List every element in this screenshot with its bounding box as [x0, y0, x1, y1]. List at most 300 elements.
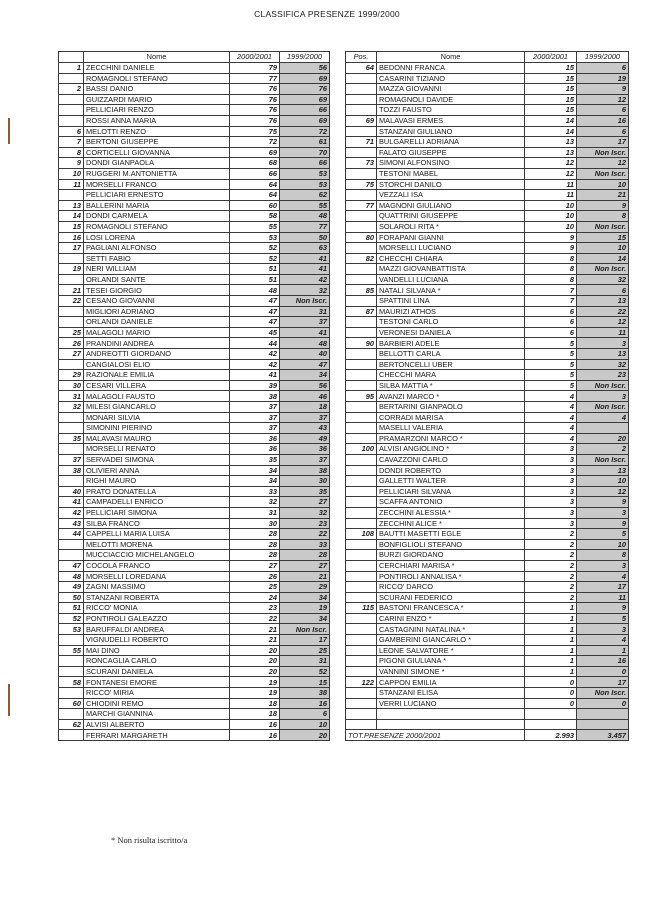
table-row: [346, 84, 629, 95]
count-1999-2000-cell: 62: [280, 190, 330, 201]
table-row: [59, 476, 330, 487]
table-header: [346, 52, 629, 63]
table-row: [59, 486, 330, 497]
table-row: [346, 423, 629, 434]
name-cell: STANZANI ROBERTA: [84, 592, 230, 603]
position-cell: [59, 688, 84, 699]
name-cell: RIGHI MAURO: [84, 476, 230, 487]
position-cell: [346, 359, 377, 370]
count-2000-2001-cell: 2: [525, 539, 577, 550]
count-1999-2000-cell: 15: [577, 232, 629, 243]
count-1999-2000-cell: 48: [280, 338, 330, 349]
position-cell: [346, 433, 377, 444]
position-cell: [346, 582, 377, 593]
name-cell: MONARI SILVIA: [84, 412, 230, 423]
position-cell: [346, 518, 377, 529]
name-cell: BELLOTTI CARLA: [377, 349, 525, 360]
position-cell: 51: [59, 603, 84, 614]
count-1999-2000-cell: 34: [280, 613, 330, 624]
position-cell: [346, 719, 377, 730]
count-1999-2000-cell: 9: [577, 200, 629, 211]
count-2000-2001-cell: 14: [525, 126, 577, 137]
position-cell: [346, 105, 377, 116]
table-row: [59, 560, 330, 571]
header-pos: [59, 52, 84, 63]
position-cell: 40: [59, 486, 84, 497]
name-cell: BAUTTI MASETTI EGLE: [377, 529, 525, 540]
name-cell: MELOTTI MORENA: [84, 539, 230, 550]
table-row: [346, 296, 629, 307]
table-row: [59, 666, 330, 677]
count-1999-2000-cell: 69: [280, 94, 330, 105]
totals-row: [346, 730, 629, 741]
count-2000-2001-cell: 64: [230, 190, 280, 201]
table-row: [59, 221, 330, 232]
count-1999-2000-cell: 12: [577, 486, 629, 497]
count-2000-2001-cell: 12: [525, 158, 577, 169]
count-2000-2001-cell: 37: [230, 423, 280, 434]
count-2000-2001-cell: 20: [230, 666, 280, 677]
name-cell: ZAGNI MASSIMO: [84, 582, 230, 593]
header-pos: Pos.: [346, 52, 377, 63]
count-2000-2001-cell: 69: [230, 147, 280, 158]
position-cell: [346, 147, 377, 158]
name-cell: SETTI FABIO: [84, 253, 230, 264]
count-2000-2001-cell: 23: [230, 603, 280, 614]
position-cell: 14: [59, 211, 84, 222]
position-cell: [59, 709, 84, 720]
count-2000-2001-cell: 10: [525, 200, 577, 211]
count-1999-2000-cell: 48: [280, 211, 330, 222]
count-1999-2000-cell: Non Iscr.: [577, 264, 629, 275]
name-cell: CAVAZZONI CARLO: [377, 454, 525, 465]
count-1999-2000-cell: 53: [280, 179, 330, 190]
table-row: [59, 147, 330, 158]
position-cell: [346, 476, 377, 487]
name-cell: DONDI ROBERTO: [377, 465, 525, 476]
count-1999-2000-cell: 3: [577, 560, 629, 571]
position-cell: 48: [59, 571, 84, 582]
count-2000-2001-cell: 3: [525, 454, 577, 465]
name-cell: FERRARI MARGARETH: [84, 730, 230, 741]
header-2000-2001: 2000/2001: [525, 52, 577, 63]
position-cell: [59, 306, 84, 317]
name-cell: VERRI LUCIANO: [377, 698, 525, 709]
name-cell: ROSSI ANNA MARIA: [84, 115, 230, 126]
name-cell: GAMBERINI GIANCARLO *: [377, 635, 525, 646]
table-row: [59, 137, 330, 148]
name-cell: SCURANI DANIELA: [84, 666, 230, 677]
count-2000-2001-cell: 18: [230, 709, 280, 720]
name-cell: MUCCIACCIO MICHELANGELO: [84, 550, 230, 561]
count-1999-2000-cell: 34: [280, 370, 330, 381]
count-2000-2001-cell: 15: [525, 84, 577, 95]
table-row: [59, 158, 330, 169]
count-1999-2000-cell: 66: [280, 105, 330, 116]
name-cell: BARUFFALDI ANDREA: [84, 624, 230, 635]
position-cell: [346, 698, 377, 709]
name-cell: FALATO GIUSEPPE: [377, 147, 525, 158]
position-cell: 32: [59, 402, 84, 413]
name-cell: ZECCHINI ALESSIA *: [377, 507, 525, 518]
count-1999-2000-cell: 56: [280, 63, 330, 74]
count-2000-2001-cell: 7: [525, 296, 577, 307]
position-cell: 50: [59, 592, 84, 603]
position-cell: [346, 423, 377, 434]
table-row: [59, 656, 330, 667]
name-cell: QUATTRINI GIUSEPPE: [377, 211, 525, 222]
count-2000-2001-cell: 38: [230, 391, 280, 402]
count-1999-2000-cell: 8: [577, 211, 629, 222]
count-2000-2001-cell: 0: [525, 677, 577, 688]
name-cell: CORRADI MARISA: [377, 412, 525, 423]
name-cell: PRANDINI ANDREA: [84, 338, 230, 349]
table-row: [346, 73, 629, 84]
count-2000-2001-cell: 31: [230, 507, 280, 518]
count-1999-2000-cell: [577, 709, 629, 720]
name-cell: ROMAGNOLI DAVIDE: [377, 94, 525, 105]
table-row: [59, 698, 330, 709]
position-cell: [346, 666, 377, 677]
left-ranking-table: [58, 51, 330, 741]
position-cell: 31: [59, 391, 84, 402]
position-cell: [346, 412, 377, 423]
table-row: [59, 317, 330, 328]
table-row: [346, 645, 629, 656]
count-1999-2000-cell: 16: [577, 656, 629, 667]
table-row: [346, 688, 629, 699]
count-2000-2001-cell: 8: [525, 274, 577, 285]
table-row: [346, 126, 629, 137]
count-1999-2000-cell: 69: [280, 115, 330, 126]
name-cell: PELLICIARI RENZO: [84, 105, 230, 116]
count-2000-2001-cell: 76: [230, 105, 280, 116]
count-1999-2000-cell: 13: [577, 349, 629, 360]
count-1999-2000-cell: 6: [280, 709, 330, 720]
position-cell: [346, 454, 377, 465]
name-cell: TOZZI FAUSTO: [377, 105, 525, 116]
position-cell: [346, 190, 377, 201]
count-2000-2001-cell: 52: [230, 243, 280, 254]
name-cell: BEDONNI FRANCA: [377, 63, 525, 74]
count-1999-2000-cell: 32: [280, 507, 330, 518]
count-2000-2001-cell: 4: [525, 391, 577, 402]
position-cell: [346, 624, 377, 635]
table-row: [346, 243, 629, 254]
count-1999-2000-cell: 32: [280, 285, 330, 296]
header-name: Nome: [84, 52, 230, 63]
name-cell: SCAFFA ANTONIO: [377, 497, 525, 508]
count-2000-2001-cell: 53: [230, 232, 280, 243]
count-1999-2000-cell: 18: [280, 402, 330, 413]
count-1999-2000-cell: 11: [577, 592, 629, 603]
position-cell: [59, 105, 84, 116]
position-cell: [346, 635, 377, 646]
name-cell: TESTONI CARLO: [377, 317, 525, 328]
table-row: [59, 327, 330, 338]
position-cell: [346, 370, 377, 381]
count-1999-2000-cell: 46: [280, 391, 330, 402]
count-1999-2000-cell: 8: [577, 550, 629, 561]
name-cell: MELOTTI RENZO: [84, 126, 230, 137]
count-2000-2001-cell: 16: [230, 719, 280, 730]
count-2000-2001-cell: 51: [230, 264, 280, 275]
table-row: [59, 391, 330, 402]
position-cell: [346, 539, 377, 550]
table-row: [346, 402, 629, 413]
position-cell: [346, 465, 377, 476]
count-1999-2000-cell: 30: [280, 476, 330, 487]
position-cell: [59, 359, 84, 370]
name-cell: GALLETTI WALTER: [377, 476, 525, 487]
name-cell: MAI DINO: [84, 645, 230, 656]
count-2000-2001-cell: 5: [525, 349, 577, 360]
table-row: [346, 168, 629, 179]
count-1999-2000-cell: 14: [577, 253, 629, 264]
table-row: [346, 571, 629, 582]
count-1999-2000-cell: Non Iscr.: [577, 221, 629, 232]
count-1999-2000-cell: Non Iscr.: [280, 624, 330, 635]
name-cell: SCURANI FEDERICO: [377, 592, 525, 603]
position-cell: [346, 94, 377, 105]
count-1999-2000-cell: 41: [280, 253, 330, 264]
table-row: [59, 402, 330, 413]
table-row: [59, 454, 330, 465]
table-row: [346, 200, 629, 211]
table-row: [59, 465, 330, 476]
name-cell: MARCHI GIANNINA: [84, 709, 230, 720]
name-cell: VERONESI DANIELA: [377, 327, 525, 338]
table-row: [346, 232, 629, 243]
count-1999-2000-cell: 4: [577, 412, 629, 423]
count-1999-2000-cell: 9: [577, 603, 629, 614]
position-cell: [59, 253, 84, 264]
position-cell: 43: [59, 518, 84, 529]
name-cell: PELLICIARI ERNESTO: [84, 190, 230, 201]
position-cell: 19: [59, 264, 84, 275]
count-1999-2000-cell: 41: [280, 264, 330, 275]
table-row: [346, 359, 629, 370]
table-row: [346, 147, 629, 158]
table-row: [59, 645, 330, 656]
count-1999-2000-cell: 10: [577, 179, 629, 190]
position-cell: [346, 126, 377, 137]
count-2000-2001-cell: 15: [525, 63, 577, 74]
table-row: [59, 243, 330, 254]
table-row: [346, 317, 629, 328]
table-row: [59, 232, 330, 243]
count-1999-2000-cell: 16: [577, 115, 629, 126]
count-1999-2000-cell: 36: [280, 444, 330, 455]
name-cell: MASELLI VALERIA: [377, 423, 525, 434]
position-cell: 16: [59, 232, 84, 243]
position-cell: [59, 656, 84, 667]
count-2000-2001-cell: 42: [230, 359, 280, 370]
position-cell: 7: [59, 137, 84, 148]
table-row: [59, 211, 330, 222]
count-2000-2001-cell: 28: [230, 550, 280, 561]
position-cell: 17: [59, 243, 84, 254]
position-cell: [346, 656, 377, 667]
position-cell: 44: [59, 529, 84, 540]
position-cell: [346, 688, 377, 699]
table-row: [59, 168, 330, 179]
position-cell: [346, 486, 377, 497]
count-2000-2001-cell: 27: [230, 560, 280, 571]
table-row: [346, 444, 629, 455]
name-cell: MAZZI GIOVANBATTISTA: [377, 264, 525, 275]
name-cell: MILESI GIANCARLO: [84, 402, 230, 413]
table-row: [346, 529, 629, 540]
totals-1999-2000: 3.457: [577, 730, 629, 741]
position-cell: [59, 539, 84, 550]
table-row: [59, 115, 330, 126]
name-cell: MALAVASI MAURO: [84, 433, 230, 444]
name-cell: CHECCHI MARA: [377, 370, 525, 381]
position-cell: 85: [346, 285, 377, 296]
count-1999-2000-cell: 34: [280, 592, 330, 603]
table-row: [346, 327, 629, 338]
count-2000-2001-cell: 8: [525, 253, 577, 264]
count-1999-2000-cell: 76: [280, 84, 330, 95]
name-cell: RICCO' MONIA: [84, 603, 230, 614]
table-row: [346, 412, 629, 423]
count-1999-2000-cell: 22: [577, 306, 629, 317]
count-2000-2001-cell: 3: [525, 497, 577, 508]
count-1999-2000-cell: 27: [280, 497, 330, 508]
name-cell: CARINI ENZO *: [377, 613, 525, 624]
count-1999-2000-cell: 12: [577, 317, 629, 328]
name-cell: BALLERINI MARIA: [84, 200, 230, 211]
count-1999-2000-cell: 3: [577, 391, 629, 402]
count-1999-2000-cell: 4: [577, 635, 629, 646]
position-cell: 75: [346, 179, 377, 190]
count-2000-2001-cell: 13: [525, 147, 577, 158]
table-row: [346, 497, 629, 508]
count-2000-2001-cell: 4: [525, 433, 577, 444]
table-row: [346, 63, 629, 74]
count-2000-2001-cell: 48: [230, 285, 280, 296]
count-2000-2001-cell: 0: [525, 688, 577, 699]
count-2000-2001-cell: 10: [525, 221, 577, 232]
count-1999-2000-cell: 31: [280, 306, 330, 317]
count-1999-2000-cell: 6: [577, 105, 629, 116]
position-cell: 100: [346, 444, 377, 455]
table-row: [59, 730, 330, 741]
name-cell: CAMPADELLI ENRICO: [84, 497, 230, 508]
count-1999-2000-cell: 3: [577, 507, 629, 518]
position-cell: [59, 317, 84, 328]
position-cell: [346, 507, 377, 518]
count-2000-2001-cell: 2: [525, 571, 577, 582]
name-cell: TESTONI MABEL: [377, 168, 525, 179]
count-2000-2001-cell: 5: [525, 380, 577, 391]
name-cell: STANZANI ELISA: [377, 688, 525, 699]
count-2000-2001-cell: 35: [230, 454, 280, 465]
count-2000-2001-cell: 19: [230, 688, 280, 699]
table-row: [346, 698, 629, 709]
table-row: [59, 433, 330, 444]
table-row: [346, 158, 629, 169]
position-cell: 52: [59, 613, 84, 624]
count-2000-2001-cell: 3: [525, 465, 577, 476]
count-1999-2000-cell: 66: [280, 158, 330, 169]
name-cell: FONTANESI EMORE: [84, 677, 230, 688]
count-1999-2000-cell: 10: [577, 243, 629, 254]
table-row: [346, 635, 629, 646]
count-1999-2000-cell: 5: [577, 613, 629, 624]
count-2000-2001-cell: 79: [230, 63, 280, 74]
table-row: [59, 677, 330, 688]
table-row: [59, 306, 330, 317]
count-1999-2000-cell: 13: [577, 465, 629, 476]
position-cell: 77: [346, 200, 377, 211]
count-2000-2001-cell: 45: [230, 327, 280, 338]
count-1999-2000-cell: Non Iscr.: [577, 454, 629, 465]
position-cell: 22: [59, 296, 84, 307]
name-cell: ALVISI ALBERTO: [84, 719, 230, 730]
count-1999-2000-cell: 0: [577, 698, 629, 709]
table-row: [346, 582, 629, 593]
table-row: [59, 126, 330, 137]
position-cell: [59, 666, 84, 677]
position-cell: [59, 550, 84, 561]
count-2000-2001-cell: 3: [525, 507, 577, 518]
name-cell: PELLICIARI SIMONA: [84, 507, 230, 518]
count-1999-2000-cell: 19: [280, 603, 330, 614]
count-2000-2001-cell: 1: [525, 666, 577, 677]
name-cell: DONDI GIANPAOLA: [84, 158, 230, 169]
footnote: * Non risulta iscritto/a: [111, 835, 188, 845]
count-2000-2001-cell: 77: [230, 73, 280, 84]
table-row: [346, 349, 629, 360]
count-1999-2000-cell: 6: [577, 126, 629, 137]
count-2000-2001-cell: 2: [525, 529, 577, 540]
position-cell: [346, 613, 377, 624]
name-cell: RUGGERI M.ANTONIETTA: [84, 168, 230, 179]
position-cell: 80: [346, 232, 377, 243]
name-cell: NATALI SILVANA *: [377, 285, 525, 296]
count-1999-2000-cell: 37: [280, 454, 330, 465]
name-cell: BASSI DANIO: [84, 84, 230, 95]
position-cell: 82: [346, 253, 377, 264]
position-cell: 15: [59, 221, 84, 232]
name-cell: BERTONI GIUSEPPE: [84, 137, 230, 148]
page-title: CLASSIFICA PRESENZE 1999/2000: [254, 9, 400, 19]
table-row: [346, 613, 629, 624]
position-cell: 71: [346, 137, 377, 148]
count-2000-2001-cell: 10: [525, 211, 577, 222]
count-1999-2000-cell: Non Iscr.: [577, 402, 629, 413]
position-cell: 21: [59, 285, 84, 296]
table-row: [346, 190, 629, 201]
table-row: [59, 380, 330, 391]
table-row: [59, 412, 330, 423]
position-cell: 26: [59, 338, 84, 349]
count-2000-2001-cell: 2: [525, 560, 577, 571]
table-row: [59, 200, 330, 211]
table-row: [59, 539, 330, 550]
position-cell: [59, 115, 84, 126]
count-2000-2001-cell: 36: [230, 444, 280, 455]
position-cell: 62: [59, 719, 84, 730]
count-2000-2001-cell: 7: [525, 285, 577, 296]
position-cell: 25: [59, 327, 84, 338]
position-cell: 60: [59, 698, 84, 709]
count-1999-2000-cell: 37: [280, 412, 330, 423]
count-2000-2001-cell: 2: [525, 592, 577, 603]
count-2000-2001-cell: 6: [525, 306, 577, 317]
